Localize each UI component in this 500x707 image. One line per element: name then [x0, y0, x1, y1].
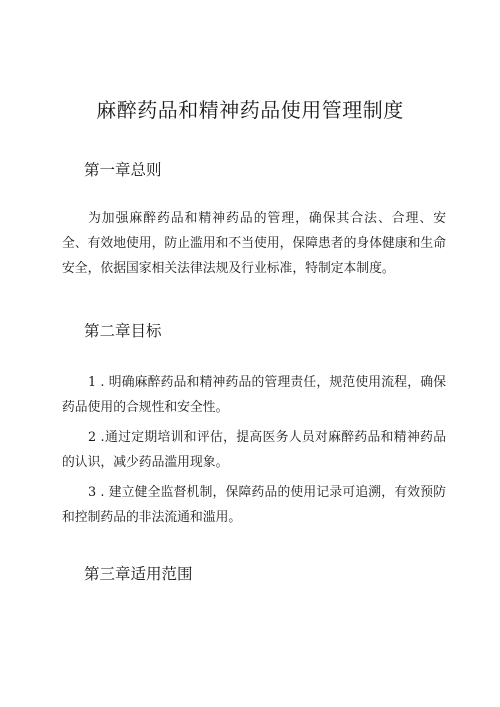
chapter-1-heading: 第一章总则: [84, 161, 162, 179]
chapter-3-heading: 第三章适用范围: [84, 565, 193, 583]
chapter-2-item-3: 3 . 建立健全监督机制，保障药品的使用记录可追溯，有效预防和控制药品的非法流通和滥用。: [62, 485, 446, 525]
chapter-2-item-1: 1 . 明确麻醉药品和精神药品的管理责任，规范使用流程，确保药品使用的合规性和安全性。: [62, 375, 446, 415]
chapter-2-item-2: 2 .通过定期培训和评估，提高医务人员对麻醉药品和精神药品的认识，减少药品滥用现象。: [62, 430, 446, 470]
document-title: 麻醉药品和精神药品使用管理制度: [96, 98, 404, 122]
chapter-2-heading: 第二章目标: [84, 322, 162, 340]
chapter-1-paragraph: 为加强麻醉药品和精神药品的管理，确保其合法、合理、安全、有效地使用，防止滥用和不当使用，保障患者的身体健康和生命安全，依据国家相关法律法规及行业标准，特制定本制度。: [62, 211, 446, 276]
